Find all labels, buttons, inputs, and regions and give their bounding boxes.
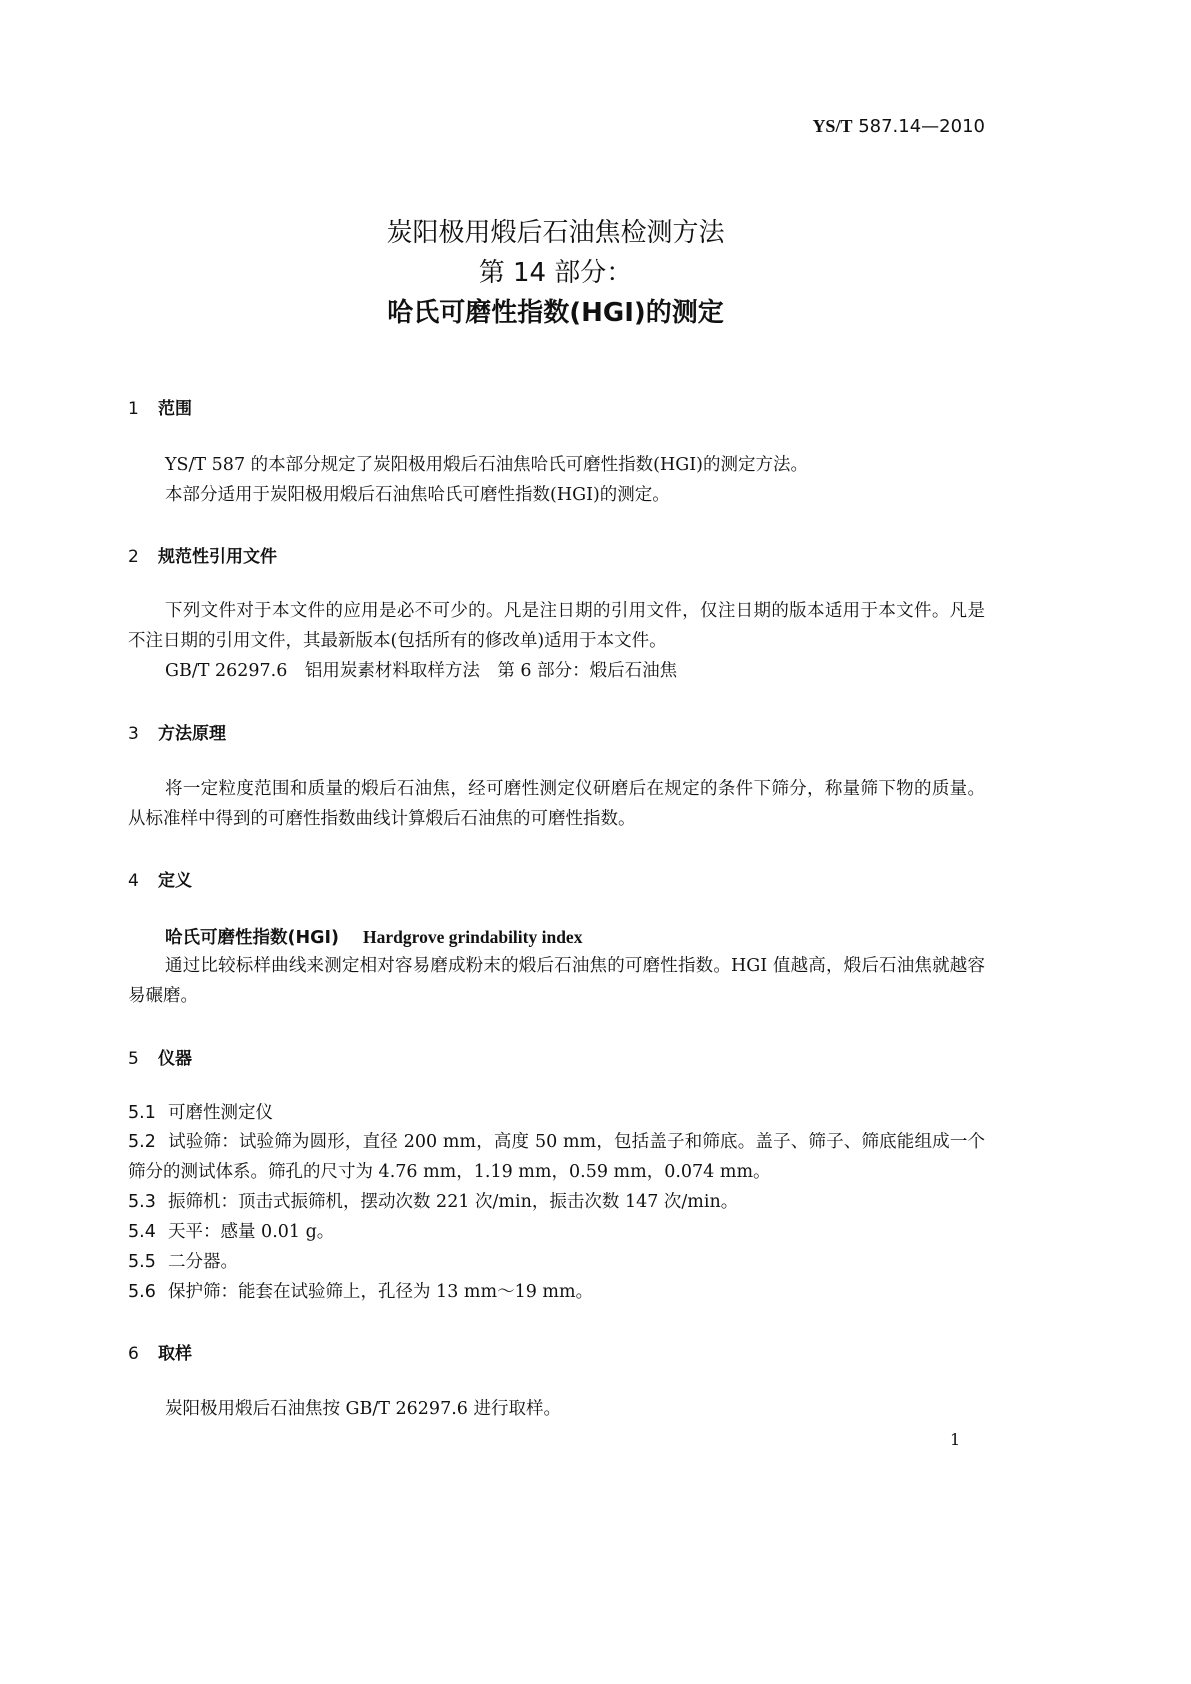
section-number: 2 xyxy=(128,547,139,567)
section-number: 1 xyxy=(128,399,139,419)
list-item xyxy=(128,1277,985,1307)
standard-code xyxy=(812,116,985,137)
page-number: 1 xyxy=(950,1430,961,1449)
section-heading-2 xyxy=(128,542,277,567)
item-text: 二分器。 xyxy=(168,1252,238,1272)
term-english: Hardgrove grindability index xyxy=(363,927,583,947)
section-title: 方法原理 xyxy=(158,724,226,744)
section-number: 4 xyxy=(128,871,139,891)
section-heading-3 xyxy=(128,719,226,744)
item-text: 可磨性测定仪 xyxy=(168,1103,273,1123)
title-line: 哈氏可磨性指数(HGI)的测定 xyxy=(387,298,724,328)
section-title: 仪器 xyxy=(158,1049,192,1069)
item-number: 5.5 xyxy=(128,1252,156,1272)
item-number: 5.3 xyxy=(128,1192,156,1212)
section-title: 规范性引用文件 xyxy=(158,547,277,567)
item-number: 5.6 xyxy=(128,1282,156,1302)
section-title: 范围 xyxy=(158,399,192,419)
item-text: 保护筛：能套在试验筛上，孔径为 13 mm～19 mm。 xyxy=(168,1282,594,1302)
paragraph: 本部分适用于炭阳极用煅后石油焦哈氏可磨性指数(HGI)的测定。 xyxy=(165,485,670,505)
item-number: 5.1 xyxy=(128,1103,156,1123)
list-item xyxy=(128,1098,985,1128)
section-heading-1 xyxy=(128,394,192,419)
paragraph: 通过比较标样曲线来测定相对容易磨成粉末的煅后石油焦的可磨性指数。HGI 值越高，煅后石油焦就越容易碾磨。 xyxy=(128,956,985,1006)
item-text: 试验筛：试验筛为圆形，直径 200 mm，高度 50 mm，包括盖子和筛底。盖子、筛子、筛底能组成一个筛分的测试体系。筛孔的尺寸为 4.76 mm，1.19 mm，0.59 mm，0.074 mm。 xyxy=(128,1132,985,1182)
section-heading-4 xyxy=(128,866,192,891)
section-heading-6 xyxy=(128,1339,192,1364)
item-text: 天平：感量 0.01 g。 xyxy=(168,1222,335,1242)
section-number: 5 xyxy=(128,1049,139,1069)
document-title xyxy=(0,213,1151,333)
paragraph: YS/T 587 的本部分规定了炭阳极用煅后石油焦哈氏可磨性指数(HGI)的测定方法。 xyxy=(165,455,808,475)
section-title: 定义 xyxy=(158,871,192,891)
normative-reference: GB/T 26297.6 铝用炭素材料取样方法 第 6 部分：煅后石油焦 xyxy=(165,661,678,681)
list-item xyxy=(128,1247,985,1277)
section-title: 取样 xyxy=(158,1344,192,1364)
title-line: 第 14 部分： xyxy=(478,258,633,288)
paragraph: 炭阳极用煅后石油焦按 GB/T 26297.6 进行取样。 xyxy=(165,1399,561,1419)
section-heading-5 xyxy=(128,1044,192,1069)
list-item xyxy=(128,1217,985,1247)
list-item xyxy=(128,1187,985,1217)
paragraph: 下列文件对于本文件的应用是必不可少的。凡是注日期的引用文件，仅注日期的版本适用于本文件。凡是不注日期的引用文件，其最新版本(包括所有的修改单)适用于本文件。 xyxy=(128,601,985,651)
paragraph: 将一定粒度范围和质量的煅后石油焦，经可磨性测定仪研磨后在规定的条件下筛分，称量筛下物的质量。从标准样中得到的可磨性指数曲线计算煅后石油焦的可磨性指数。 xyxy=(128,779,985,829)
item-number: 5.2 xyxy=(128,1132,156,1152)
section-number: 3 xyxy=(128,724,139,744)
code-prefix: YS/T xyxy=(812,116,853,136)
term-chinese: 哈氏可磨性指数(HGI) xyxy=(165,928,340,948)
section-number: 6 xyxy=(128,1344,139,1364)
title-line: 炭阳极用煅后石油焦检测方法 xyxy=(386,218,725,248)
item-number: 5.4 xyxy=(128,1222,156,1242)
list-item xyxy=(128,1127,985,1187)
code-number: 587.14—2010 xyxy=(858,116,985,137)
term-entry xyxy=(128,922,985,953)
item-text: 振筛机：顶击式振筛机，摆动次数 221 次/min，振击次数 147 次/min。 xyxy=(168,1192,739,1212)
